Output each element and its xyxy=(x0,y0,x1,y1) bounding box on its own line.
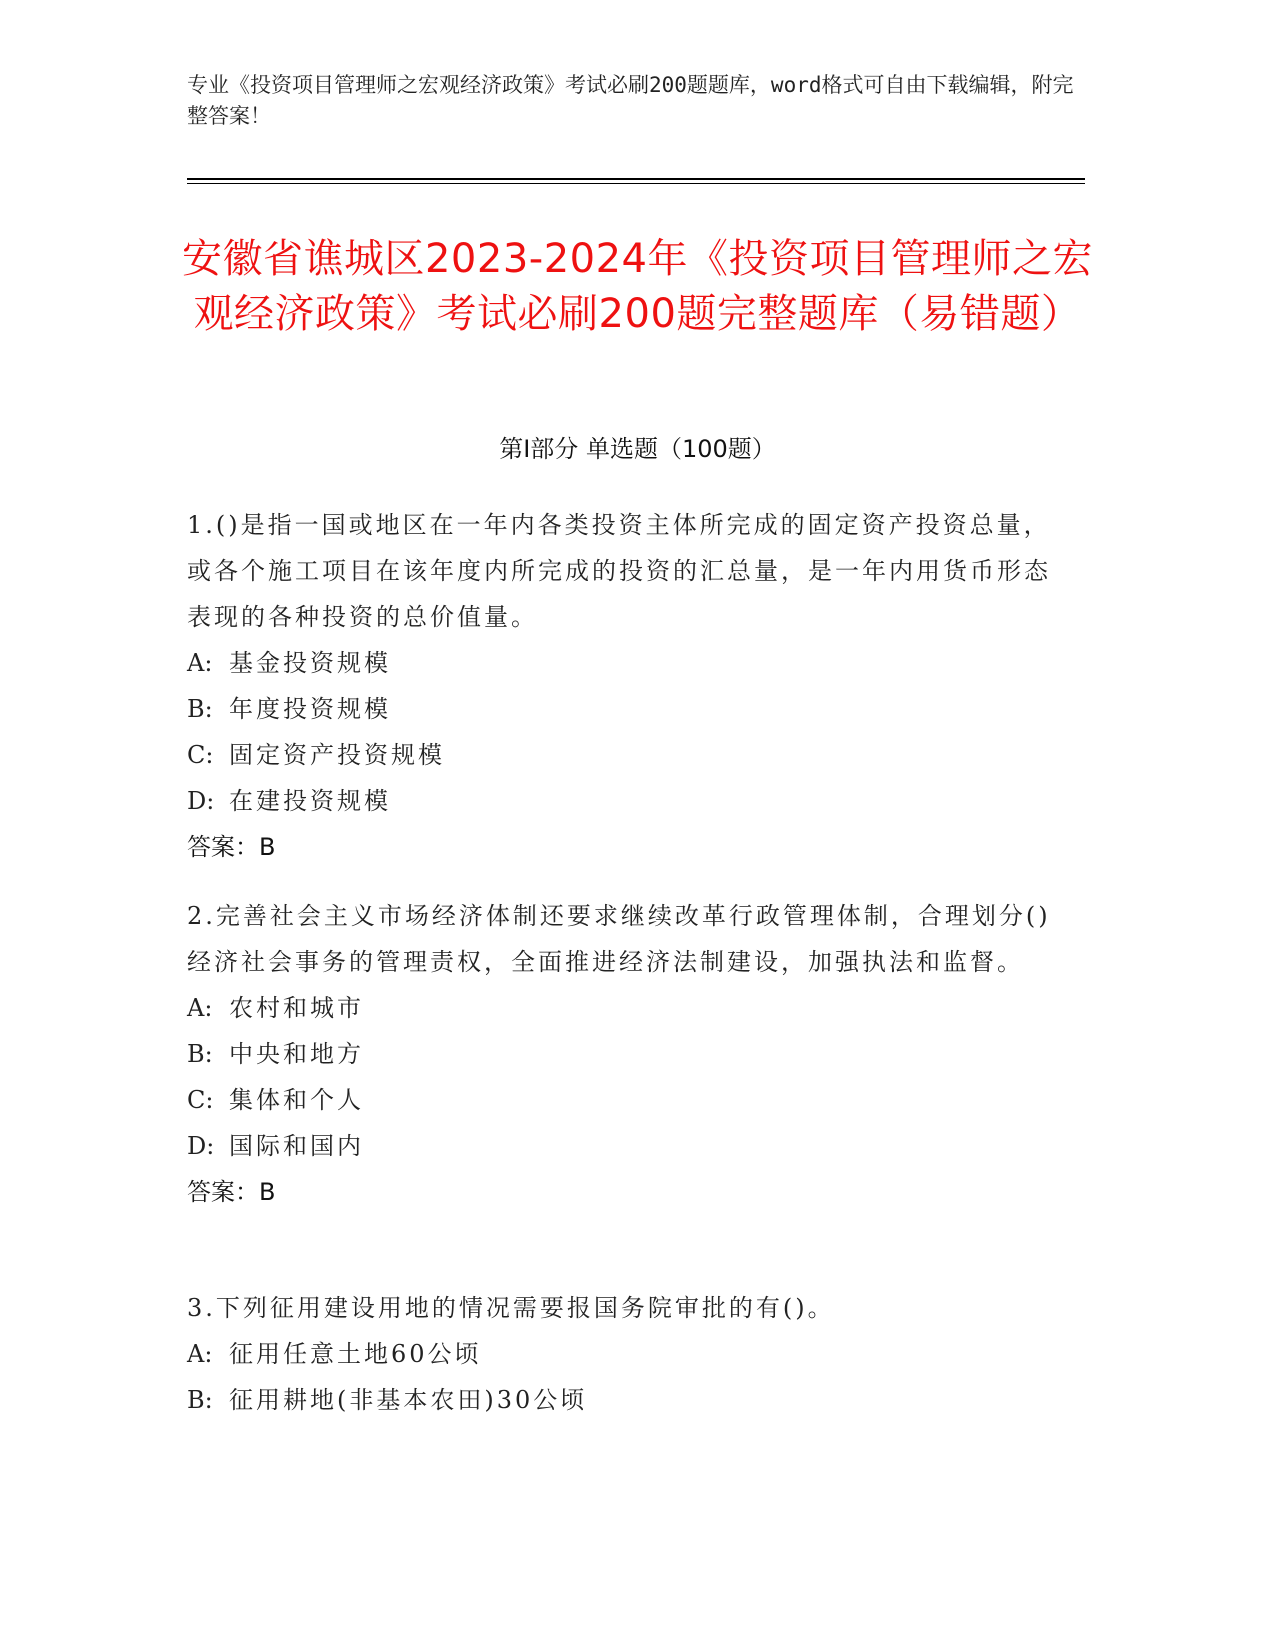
option-text: 征用任意土地60公顷 xyxy=(229,1340,482,1368)
option-d xyxy=(187,1123,1067,1169)
option-letter: C: xyxy=(187,741,214,769)
option-a xyxy=(187,985,1067,1031)
option-a xyxy=(187,640,1067,686)
option-letter: D: xyxy=(187,787,215,815)
header-divider-thin xyxy=(187,183,1085,184)
header-divider-thick xyxy=(187,178,1085,180)
section-title: 第I部分 单选题（100题） xyxy=(499,435,776,463)
option-text: 固定资产投资规模 xyxy=(229,741,445,769)
question-2 xyxy=(187,893,1067,1215)
question-stem: 3.下列征用建设用地的情况需要报国务院审批的有()。 xyxy=(187,1294,835,1322)
question-stem: 1.()是指一国或地区在一年内各类投资主体所完成的固定资产投资总量，或各个施工项目在该年度内所完成的投资的汇总量，是一年内用货币形态表现的各种投资的总价值量。 xyxy=(187,511,1051,631)
question-stem: 2.完善社会主义市场经济体制还要求继续改革行政管理体制，合理划分()经济社会事务的管理责权，全面推进经济法制建设，加强执法和监督。 xyxy=(187,902,1051,976)
option-text: 年度投资规模 xyxy=(229,695,391,723)
option-letter: C: xyxy=(187,1086,214,1114)
option-text: 国际和国内 xyxy=(229,1132,364,1160)
option-letter: A: xyxy=(187,994,213,1022)
option-letter: A: xyxy=(187,649,213,677)
option-text: 农村和城市 xyxy=(229,994,364,1022)
option-b xyxy=(187,1031,1067,1077)
option-text: 中央和地方 xyxy=(229,1040,364,1068)
option-c xyxy=(187,732,1067,778)
option-letter: B: xyxy=(187,1040,213,1068)
option-text: 在建投资规模 xyxy=(229,787,391,815)
option-text: 基金投资规模 xyxy=(229,649,391,677)
answer: 答案：B xyxy=(187,833,276,861)
answer: 答案：B xyxy=(187,1178,276,1206)
option-letter: B: xyxy=(187,695,213,723)
header-note: 专业《投资项目管理师之宏观经济政策》考试必刷200题题库，word格式可自由下载编辑，附完整答案！ xyxy=(187,73,1074,128)
question-3 xyxy=(187,1285,1067,1423)
option-letter: B: xyxy=(187,1386,213,1414)
option-b xyxy=(187,1377,1067,1423)
option-text: 集体和个人 xyxy=(229,1086,364,1114)
option-b xyxy=(187,686,1067,732)
option-letter: A: xyxy=(187,1340,213,1368)
option-a xyxy=(187,1331,1067,1377)
option-text: 征用耕地(非基本农田)30公顷 xyxy=(229,1386,588,1414)
option-letter: D: xyxy=(187,1132,215,1160)
question-1 xyxy=(187,502,1067,870)
option-c xyxy=(187,1077,1067,1123)
option-d xyxy=(187,778,1067,824)
document-title: 安徽省谯城区2023-2024年《投资项目管理师之宏观经济政策》考试必刷200题完整题库（易错题） xyxy=(181,236,1094,337)
